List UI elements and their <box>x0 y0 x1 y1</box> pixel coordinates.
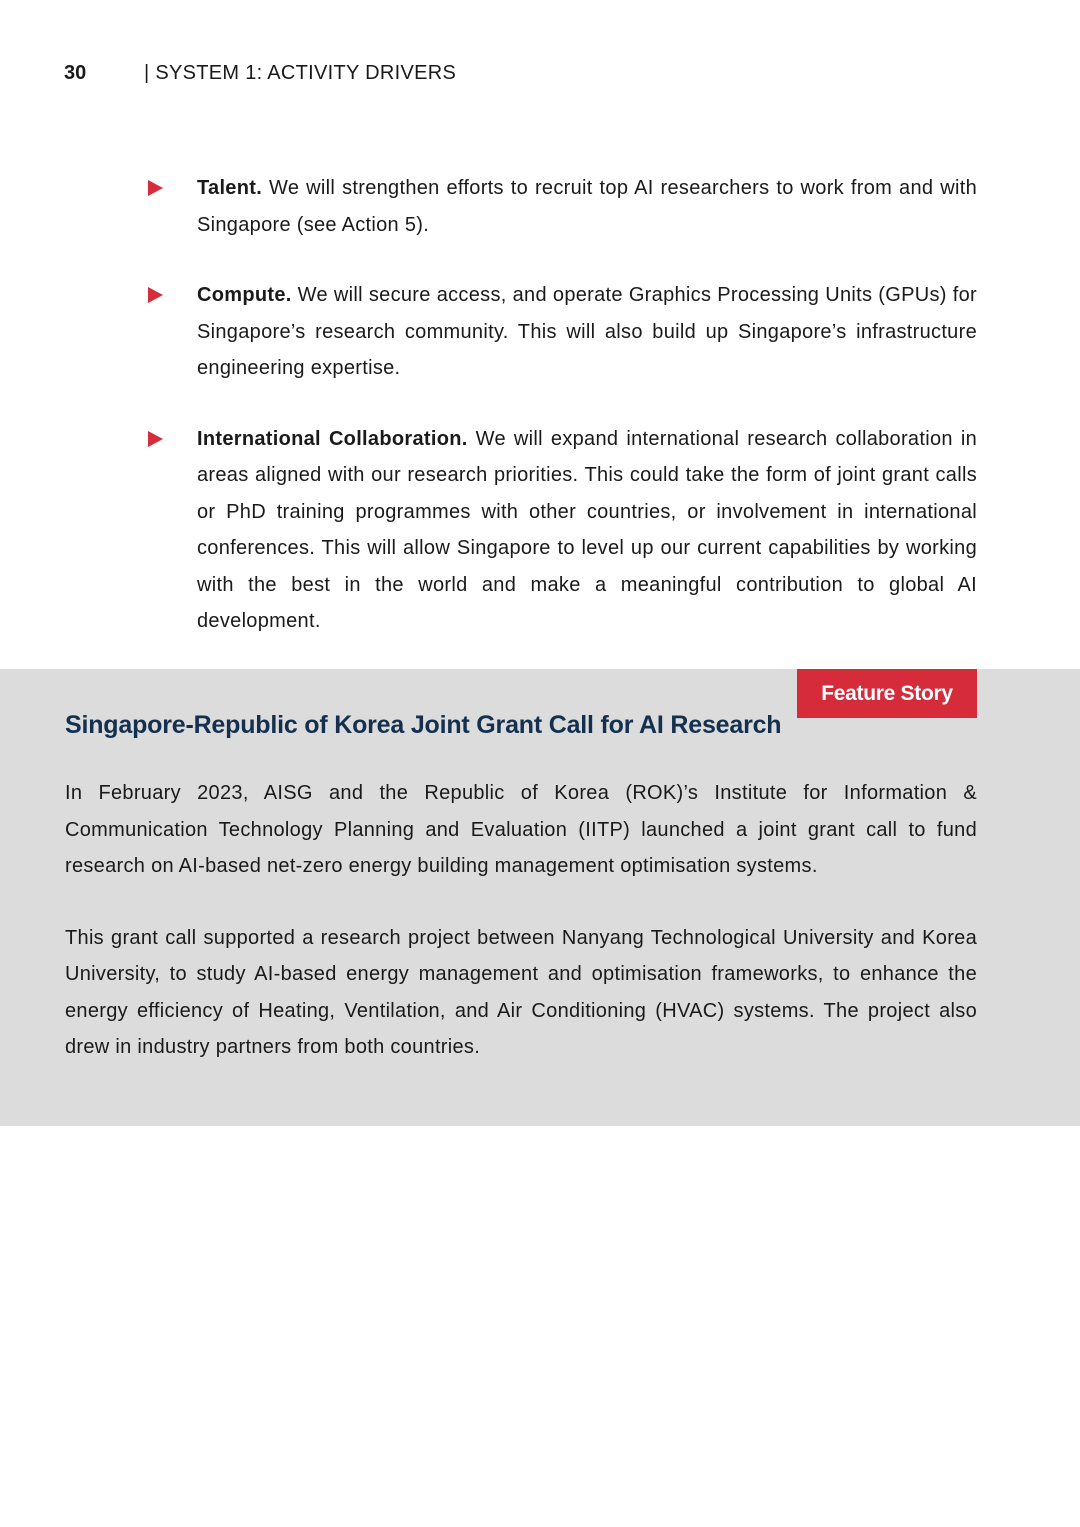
triangle-bullet-icon <box>148 287 163 303</box>
bullet-text: We will strengthen efforts to recruit top AI researchers to work from and with Singapore (see Action 5). <box>197 177 977 236</box>
feature-body <box>65 775 977 1101</box>
feature-paragraph: This grant call supported a research project between Nanyang Technological University and Korea University, to study AI-based energy management and optimisation frameworks, to enhance the energy efficiency of Heating, Ventilation, and Air Conditioning (HVAC) systems. The project also drew in industry partners from both countries. <box>65 926 977 1058</box>
list-item <box>148 277 977 387</box>
section-title: | SYSTEM 1: ACTIVITY DRIVERS <box>144 62 457 84</box>
list-item <box>148 170 977 243</box>
feature-paragraph: In February 2023, AISG and the Republic of Korea (ROK)’s Institute for Information & Communication Technology Planning and Evaluation (IITP) launched a joint grant call to fund research on AI-based net-zero energy building management optimisation systems. <box>65 782 977 877</box>
feature-story-badge: Feature Story <box>797 669 977 718</box>
bullet-text: We will secure access, and operate Graphics Processing Units (GPUs) for Singapore’s research community. This will also build up Singapore’s infrastructure engineering expertise. <box>197 284 977 379</box>
feature-title: Singapore-Republic of Korea Joint Grant Call for AI Research <box>65 711 782 739</box>
bullet-title: Talent. <box>197 177 263 199</box>
page-number: 30 <box>64 62 87 84</box>
bullet-title: Compute. <box>197 284 292 306</box>
bullet-list <box>148 170 977 674</box>
bullet-text: We will expand international research collaboration in areas aligned with our research priorities. This could take the form of joint grant calls or PhD training programmes with other countries, or involvement in international conferences. This will allow Singapore to level up our current capabilities by working with the best in the world and make a meaningful contribution to global AI development. <box>197 427 977 632</box>
triangle-bullet-icon <box>148 431 163 447</box>
bullet-title: International Collaboration. <box>197 427 468 450</box>
feature-story-panel <box>0 669 1080 1126</box>
list-item <box>148 421 977 640</box>
page-header <box>64 62 456 85</box>
triangle-bullet-icon <box>148 180 163 196</box>
